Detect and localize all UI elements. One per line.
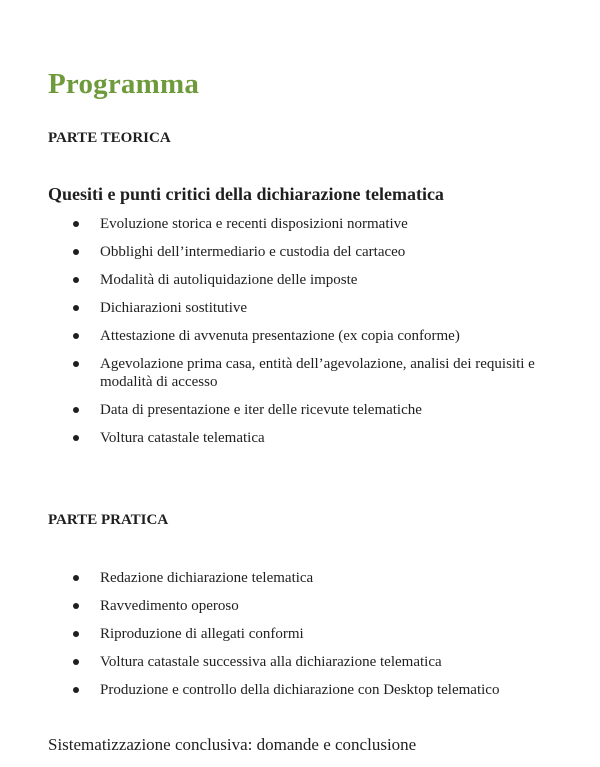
subsection-heading-quesiti: Quesiti e punti critici della dichiarazione telematica: [48, 184, 444, 204]
bullet-icon: [73, 631, 79, 637]
bullet-icon: [73, 687, 79, 693]
list-item: [0, 355, 600, 391]
list-item: [0, 327, 600, 345]
list-item: [0, 271, 600, 289]
page-title: Programma: [48, 68, 200, 100]
bullet-icon: [73, 249, 79, 255]
section-heading-teorica: PARTE TEORICA: [48, 130, 171, 146]
list-item-text: Voltura catastale telematica: [100, 430, 265, 446]
bullet-icon: [73, 277, 79, 283]
list-item: [0, 299, 600, 317]
bullet-icon: [73, 221, 79, 227]
list-item-text: Voltura catastale successiva alla dichiarazione telematica: [100, 654, 442, 670]
list-item-text: Attestazione di avvenuta presentazione (ex copia conforme): [100, 328, 460, 344]
bullet-icon: [73, 659, 79, 665]
bullet-icon: [73, 575, 79, 581]
section-heading-pratica: PARTE PRATICA: [48, 512, 169, 528]
list-item-text: Redazione dichiarazione telematica: [100, 570, 314, 586]
bullet-icon: [73, 333, 79, 339]
list-item: [0, 681, 600, 699]
bullet-icon: [73, 603, 79, 609]
bullet-list-teorica: [0, 215, 600, 457]
list-item-text: Ravvedimento operoso: [100, 598, 239, 614]
list-item-text: Obblighi dell’intermediario e custodia del cartaceo: [100, 244, 406, 260]
list-item-text: Evoluzione storica e recenti disposizioni normative: [100, 216, 408, 232]
list-item: [0, 597, 600, 615]
bullet-list-pratica: [0, 569, 600, 709]
list-item-text: Produzione e controllo della dichiarazione con Desktop telematico: [100, 682, 500, 698]
list-item-text: Dichiarazioni sostitutive: [100, 300, 248, 316]
bullet-icon: [73, 435, 79, 441]
list-item: [0, 429, 600, 447]
conclusion-text: Sistematizzazione conclusiva: domande e conclusione: [48, 735, 417, 754]
list-item-text: Riproduzione di allegati conformi: [100, 626, 304, 642]
list-item-text: Modalità di autoliquidazione delle imposte: [100, 272, 358, 288]
list-item-text: Data di presentazione e iter delle ricevute telematiche: [100, 402, 422, 418]
list-item: [0, 401, 600, 419]
bullet-icon: [73, 407, 79, 413]
bullet-icon: [73, 305, 79, 311]
list-item: [0, 243, 600, 261]
bullet-icon: [73, 361, 79, 367]
list-item: [0, 215, 600, 233]
list-item: [0, 625, 600, 643]
list-item: [0, 653, 600, 671]
list-item-text: Agevolazione prima casa, entità dell’agevolazione, analisi dei requisiti e modalità di accesso: [100, 356, 535, 390]
list-item: [0, 569, 600, 587]
